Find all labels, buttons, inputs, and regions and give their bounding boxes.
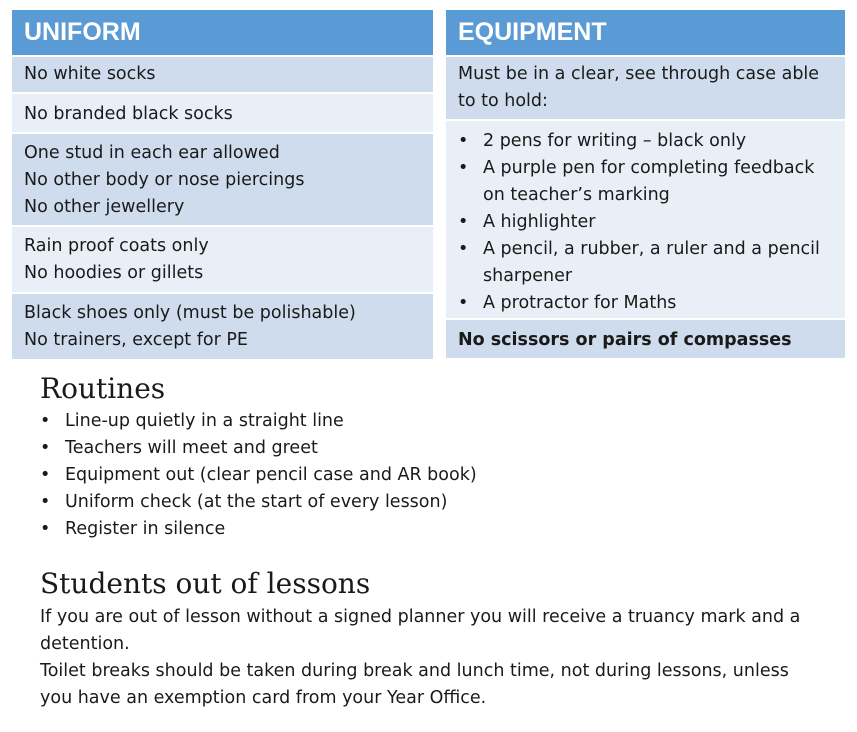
routine-text: Equipment out (clear pencil case and AR book) [65,465,477,485]
list-item [458,209,833,236]
uniform-row [12,57,433,92]
list-item [458,128,833,155]
equipment-footer: No scissors or pairs of compasses [458,330,792,350]
uniform-rule: No other body or nose piercings [24,170,305,190]
list-item [40,462,740,489]
list-item [458,236,833,290]
routine-text: Teachers will meet and greet [65,438,318,458]
bullet-icon: • [458,293,469,313]
equipment-item-text: 2 pens for writing – black only [483,131,747,151]
uniform-row [12,134,433,225]
bullet-icon: • [40,438,51,458]
equipment-header: EQUIPMENT [446,10,845,55]
list-item [40,435,740,462]
equipment-list [458,128,833,317]
bullet-icon: • [458,212,469,232]
list-item [40,516,740,543]
bullet-icon: • [458,239,469,259]
bullet-icon: • [40,519,51,539]
uniform-rule: No white socks [24,64,156,84]
uniform-header: UNIFORM [12,10,433,55]
equipment-footer-row [446,320,845,358]
routine-text: Line-up quietly in a straight line [65,411,344,431]
bullet-icon: • [458,158,469,178]
paragraph-line: If you are out of lesson without a signed planner you will receive a truancy mark and a [40,607,801,627]
uniform-row [12,227,433,292]
bullet-icon: • [40,465,51,485]
routine-text: Uniform check (at the start of every lesson) [65,492,448,512]
routines-title: Routines [40,372,166,405]
uniform-rule: One stud in each ear allowed [24,143,280,163]
bullet-icon: • [458,131,469,151]
equipment-item-text: A protractor for Maths [483,293,677,313]
uniform-rule: Black shoes only (must be polishable) [24,303,356,323]
equipment-intro: Must be in a clear, see through case able [458,64,820,84]
paragraph-line: Toilet breaks should be taken during break and lunch time, not during lessons, unless [40,661,789,681]
uniform-rule: No other jewellery [24,197,185,217]
equipment-item-text: A highlighter [483,212,596,232]
equipment-item-text: A purple pen for completing feedback [483,158,815,178]
equipment-table [446,10,845,360]
paragraph [40,658,840,712]
uniform-rule: No branded black socks [24,104,233,124]
uniform-row [12,94,433,132]
list-item [458,290,833,317]
uniform-rule: Rain proof coats only [24,236,209,256]
list-item [40,489,740,516]
uniform-row [12,294,433,359]
uniform-rule: No trainers, except for PE [24,330,248,350]
bullet-icon: • [40,492,51,512]
paragraph-line: you have an exemption card from your Year Office. [40,688,487,708]
routine-text: Register in silence [65,519,226,539]
equipment-item-text: on teacher’s marking [483,185,670,205]
list-item [458,155,833,209]
equipment-item-text: A pencil, a rubber, a ruler and a pencil [483,239,820,259]
routines-list [40,408,740,543]
equipment-intro: to to hold: [458,91,548,111]
bullet-icon: • [40,411,51,431]
out-of-lessons-body [40,604,840,712]
uniform-rule: No hoodies or gillets [24,263,204,283]
equipment-list-row [446,121,845,318]
equipment-intro-row [446,57,845,119]
uniform-table [12,10,433,361]
paragraph [40,604,840,658]
equipment-item-text: sharpener [483,266,573,286]
list-item [40,408,740,435]
out-of-lessons-title: Students out of lessons [40,567,371,600]
paragraph-line: detention. [40,634,130,654]
